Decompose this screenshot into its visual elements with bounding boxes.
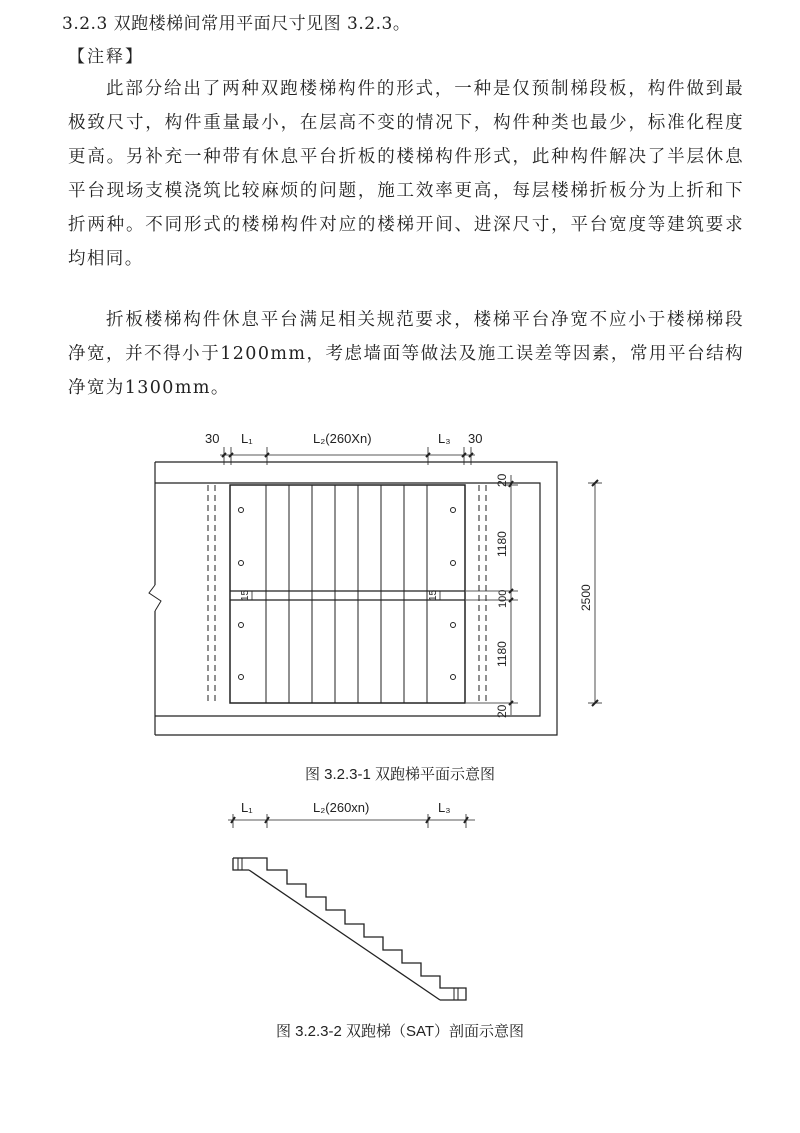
dim-1180-bottom: 1180 xyxy=(495,641,509,667)
dim-15-left: 15 xyxy=(240,589,251,601)
dim-1180-top: 1180 xyxy=(495,531,509,557)
dim-l2: L₂(260Xn) xyxy=(313,431,372,446)
figure2-caption: 图 3.2.3-2 双跑梯（SAT）剖面示意图 xyxy=(275,1023,525,1040)
stair-top-landing-end xyxy=(233,858,249,870)
dim-100: 100 xyxy=(497,589,509,608)
stair-plan-diagram xyxy=(0,415,800,755)
note-label: 【注释】 xyxy=(68,47,144,67)
stair-treads xyxy=(266,485,427,703)
section-dim-l1: L₁ xyxy=(241,800,253,815)
dim-30-right: 30 xyxy=(468,431,483,446)
lifting-holes xyxy=(239,508,456,680)
break-line xyxy=(149,585,161,611)
paragraph-1: 此部分给出了两种双跑楼梯构件的形式，一种是仅预制梯段板，构件做到最极致尺寸，构件重量最小，在层高不变的情况下，构件种类也最少，标准化程度更高。另补充一种带有休息平台折板的楼梯构件形式，此种构件解决了半层休息平台现场支模浇筑比较麻烦的问题，施工效率更高，每层楼梯折板分为上折和下折两种。不同形式的楼梯构件对应的楼梯开间、进深尺寸，平台宽度等建筑要求均相同。 xyxy=(68,79,744,269)
paragraph-2: 折板楼梯构件休息平台满足相关规范要求，楼梯平台净宽不应小于楼梯梯段净宽，并不得小于1200mm，考虑墙面等做法及施工误差等因素，常用平台结构净宽为1300mm。 xyxy=(68,310,744,398)
section-dim-l2: L₂(260xn) xyxy=(313,800,370,815)
dim-l3: L₃ xyxy=(438,431,451,446)
dim-20-top: 20 xyxy=(495,473,509,487)
dim-15-right: 15 xyxy=(428,589,439,601)
dim-2500: 2500 xyxy=(579,584,593,611)
dim-l1: L₁ xyxy=(241,431,253,446)
dim-30-left: 30 xyxy=(205,431,220,446)
section-heading: 3.2.3 双跑楼梯间常用平面尺寸见图 3.2.3。 xyxy=(62,14,411,34)
stair-profile-top xyxy=(233,858,466,1000)
figure1-caption: 图 3.2.3-1 双跑梯平面示意图 xyxy=(304,766,496,783)
section-dim-l3: L₃ xyxy=(438,800,451,815)
stair-soffit xyxy=(249,870,440,1000)
stair-section-diagram xyxy=(0,800,800,1020)
dim-20-bottom: 20 xyxy=(495,704,509,718)
